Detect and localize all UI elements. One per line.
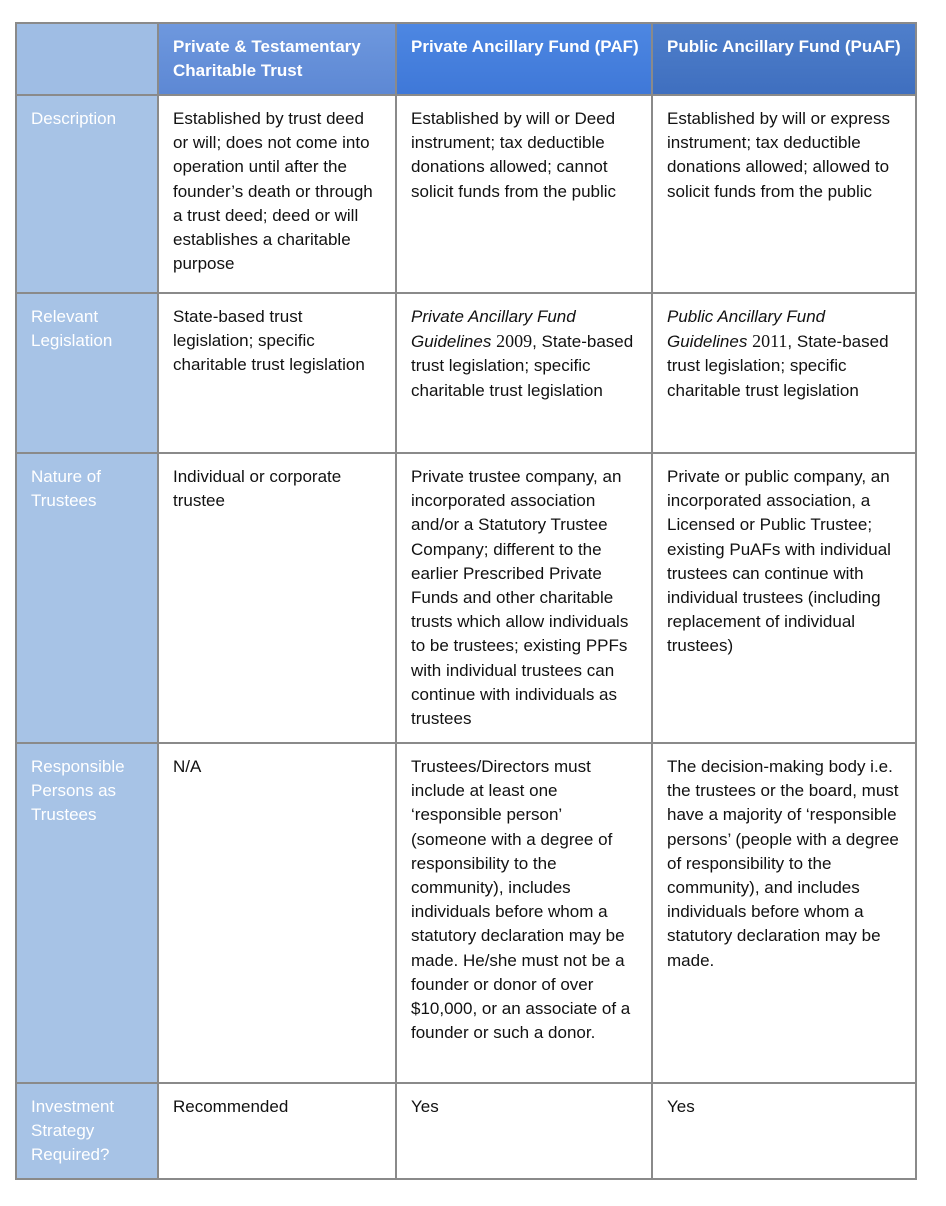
- cell-legislation-trust: State-based trust legislation; specific charitable trust legislation: [158, 293, 396, 453]
- cell-trustees-puaf: Private or public company, an incorporated association, a Licensed or Public Trustee; existing PuAFs with individual trustees can continue with individual trustees (including replacement of individual trustees): [652, 453, 916, 743]
- cell-responsible-paf: Trustees/Directors must include at least one ‘responsible person’ (someone with a degree of responsibility to the community), includes individuals before whom a statutory declaration may be made. He/she must not be a founder or donor of over $10,000, or an associate of a founder or such a donor.: [396, 743, 652, 1083]
- table-row-description: [16, 95, 916, 293]
- puaf-guidelines-title: Public Ancillary Fund Guidelines: [667, 307, 826, 352]
- row-label-description: Description: [16, 95, 158, 293]
- puaf-guidelines-year: 2011: [752, 331, 788, 352]
- cell-responsible-puaf: The decision-making body i.e. the trustees or the board, must have a majority of ‘responsible persons’ (people with a degree of responsibility to the community), and includes individuals before whom a statutory declaration may be made.: [652, 743, 916, 1083]
- header-private-testamentary-trust: Private & Testamentary Charitable Trust: [158, 23, 396, 95]
- cell-investment-trust: Recommended: [158, 1083, 396, 1179]
- header-public-ancillary-fund: Public Ancillary Fund (PuAF): [652, 23, 916, 95]
- table-row-legislation: [16, 293, 916, 453]
- table-row-responsible-persons: [16, 743, 916, 1083]
- cell-responsible-trust: N/A: [158, 743, 396, 1083]
- row-label-investment-strategy: Investment Strategy Required?: [16, 1083, 158, 1179]
- row-label-legislation: Relevant Legislation: [16, 293, 158, 453]
- cell-description-paf: Established by will or Deed instrument; tax deductible donations allowed; cannot solicit funds from the public: [396, 95, 652, 293]
- cell-description-puaf: Established by will or express instrument; tax deductible donations allowed; allowed to solicit funds from the public: [652, 95, 916, 293]
- cell-investment-puaf: Yes: [652, 1083, 916, 1179]
- header-corner-cell: [16, 23, 158, 95]
- header-row: [16, 23, 916, 95]
- cell-trustees-trust: Individual or corporate trustee: [158, 453, 396, 743]
- comparison-table: [15, 22, 917, 1180]
- header-private-ancillary-fund: Private Ancillary Fund (PAF): [396, 23, 652, 95]
- table-row-trustees: [16, 453, 916, 743]
- puaf-legislation-rest: , State-based trust legislation; specific charitable trust legislation: [667, 332, 889, 400]
- cell-legislation-puaf: [652, 293, 916, 453]
- paf-guidelines-title: Private Ancillary Fund Guidelines: [411, 307, 576, 352]
- cell-description-trust: Established by trust deed or will; does not come into operation until after the founder’s death or through a trust deed; deed or will establishes a charitable purpose: [158, 95, 396, 293]
- row-label-responsible-persons: Responsible Persons as Trustees: [16, 743, 158, 1083]
- row-label-trustees: Nature of Trustees: [16, 453, 158, 743]
- cell-trustees-paf: Private trustee company, an incorporated association and/or a Statutory Trustee Company; different to the earlier Prescribed Private Funds and other charitable trusts which allow individuals to be trustees; existing PPFs with individual trustees can continue with individuals as trustees: [396, 453, 652, 743]
- table-row-investment-strategy: [16, 1083, 916, 1179]
- paf-legislation-rest: , State-based trust legislation; specific charitable trust legislation: [411, 332, 634, 400]
- cell-legislation-paf: [396, 293, 652, 453]
- paf-guidelines-year: 2009: [496, 331, 533, 352]
- cell-investment-paf: Yes: [396, 1083, 652, 1179]
